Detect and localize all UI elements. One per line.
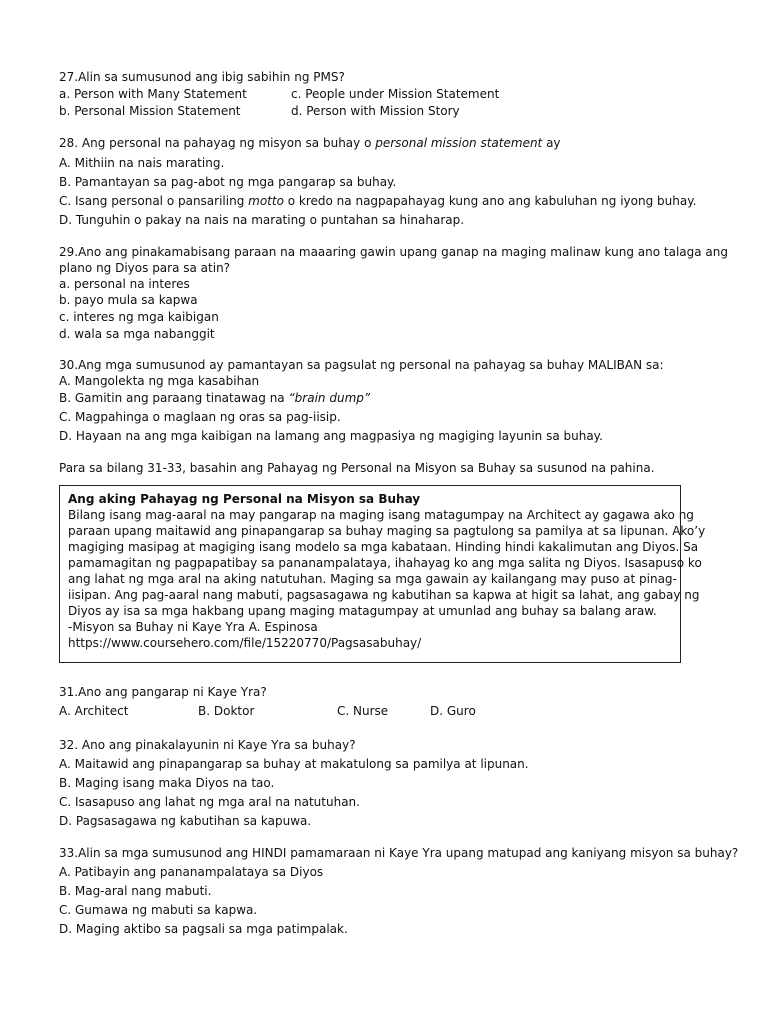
q33-question: 33.Alin sa mga sumusunod ang HINDI pamamaraan ni Kaye Yra upang matupad ang kaniyang misyon sa buhay? (59, 846, 739, 860)
q28-option-a: A. Mithiin na nais marating. (59, 156, 225, 170)
q33-option-b: B. Mag-aral nang mabuti. (59, 884, 212, 898)
q30-option-c: C. Magpahinga o maglaan ng oras sa pag-iisip. (59, 410, 341, 424)
q31-question: 31.Ano ang pangarap ni Kaye Yra? (59, 685, 267, 699)
mission-statement-line: pamamagitan ng pagpapatibay sa pananampalataya, ihahayag ko ang mga salita ng Diyos. Isasapuso ko (68, 556, 702, 570)
q33-option-c: C. Gumawa ng mabuti sa kapwa. (59, 903, 258, 917)
q30-option-a: A. Mangolekta ng mga kasabihan (59, 374, 260, 388)
q29-option-a: a. personal na interes (59, 277, 190, 291)
mission-statement-line: magiging masipag at magiging isang modelo sa mga kabataan. Hinding hindi kakalimutan ang Diyos. Sa (68, 540, 699, 554)
q32-option-c: C. Isasapuso ang lahat ng mga aral na natutuhan. (59, 795, 360, 809)
q32-option-d: D. Pagsasagawa ng kabutihan sa kapuwa. (59, 814, 312, 828)
q29-question-line1: 29.Ano ang pinakamabisang paraan na maaaring gawin upang ganap na maging malinaw kung ano talaga ang (59, 245, 729, 259)
mission-statement-line: Bilang isang mag-aaral na may pangarap na maging isang matagumpay na Architect ay gagawa ako ng (68, 508, 694, 522)
q27-option-b: b. Personal Mission Statement (59, 104, 241, 118)
q29-question-line2: plano ng Diyos para sa atin? (59, 261, 231, 275)
q27-option-d: d. Person with Mission Story (291, 104, 460, 118)
q27-question: 27.Alin sa sumusunod ang ibig sabihin ng PMS? (59, 70, 345, 84)
mission-statement-line: paraan upang maitawid ang pinapangarap sa buhay maging sa pagtulong sa pamilya at sa lipunan. Ako’y (68, 524, 706, 538)
q28-option-c: C. Isang personal o pansariling motto o kredo na nagpapahayag kung ano ang kabuluhan ng iyong buhay. (59, 194, 697, 208)
mission-statement-author: -Misyon sa Buhay ni Kaye Yra A. Espinosa (68, 620, 318, 634)
q28-option-b: B. Pamantayan sa pag-abot ng mga pangarap sa buhay. (59, 175, 397, 189)
mission-statement-box (59, 485, 706, 663)
q30-option-b: B. Gamitin ang paraang tinatawag na “brain dump” (59, 391, 371, 405)
q31-option-d: D. Guro (430, 704, 476, 718)
q30-question: 30.Ang mga sumusunod ay pamantayan sa pagsulat ng personal na pahayag sa buhay MALIBAN sa: (59, 358, 664, 372)
q27-option-c: c. People under Mission Statement (291, 87, 500, 101)
q33-option-a: A. Patibayin ang pananampalataya sa Diyos (59, 865, 324, 879)
q31-option-c: C. Nurse (337, 704, 389, 718)
q28-option-d: D. Tunguhin o pakay na nais na marating o puntahan sa hinaharap. (59, 213, 465, 227)
q32-option-a: A. Maitawid ang pinapangarap sa buhay at makatulong sa pamilya at lipunan. (59, 757, 529, 771)
q27-option-a: a. Person with Many Statement (59, 87, 247, 101)
q30-option-d: D. Hayaan na ang mga kaibigan na lamang ang magpasiya ng magiging layunin sa buhay. (59, 429, 603, 443)
mission-statement-title: Ang aking Pahayag ng Personal na Misyon sa Buhay (68, 492, 421, 506)
mission-statement-line: iisipan. Ang pag-aaral nang mabuti, pagsasagawa ng kabutihan sa kapwa at higit sa lahat, ang gabay ng (68, 588, 700, 602)
q29-option-d: d. wala sa mga nabanggit (59, 327, 215, 341)
mission-statement-line: Diyos ay isa sa mga hakbang upang maging matagumpay at umunlad ang buhay sa balang araw. (68, 604, 657, 618)
q33-option-d: D. Maging aktibo sa pagsali sa mga patimpalak. (59, 922, 348, 936)
q29-option-c: c. interes ng mga kaibigan (59, 310, 219, 324)
q31-option-b: B. Doktor (198, 704, 255, 718)
q32-option-b: B. Maging isang maka Diyos na tao. (59, 776, 275, 790)
mission-statement-source-link[interactable]: https://www.coursehero.com/file/15220770/Pagsasabuhay/ (68, 636, 422, 650)
mission-statement-line: ang lahat ng mga aral na aking natutuhan. Maging sa mga gawain ay kailangang may puso at pinag- (68, 572, 677, 586)
q28-question: 28. Ang personal na pahayag ng misyon sa buhay o personal mission statement ay (59, 136, 561, 150)
reading-instruction: Para sa bilang 31-33, basahin ang Pahayag ng Personal na Misyon sa Buhay sa susunod na pahina. (59, 461, 655, 475)
q31-option-a: A. Architect (59, 704, 129, 718)
q29-option-b: b. payo mula sa kapwa (59, 293, 198, 307)
q32-question: 32. Ano ang pinakalayunin ni Kaye Yra sa buhay? (59, 738, 356, 752)
